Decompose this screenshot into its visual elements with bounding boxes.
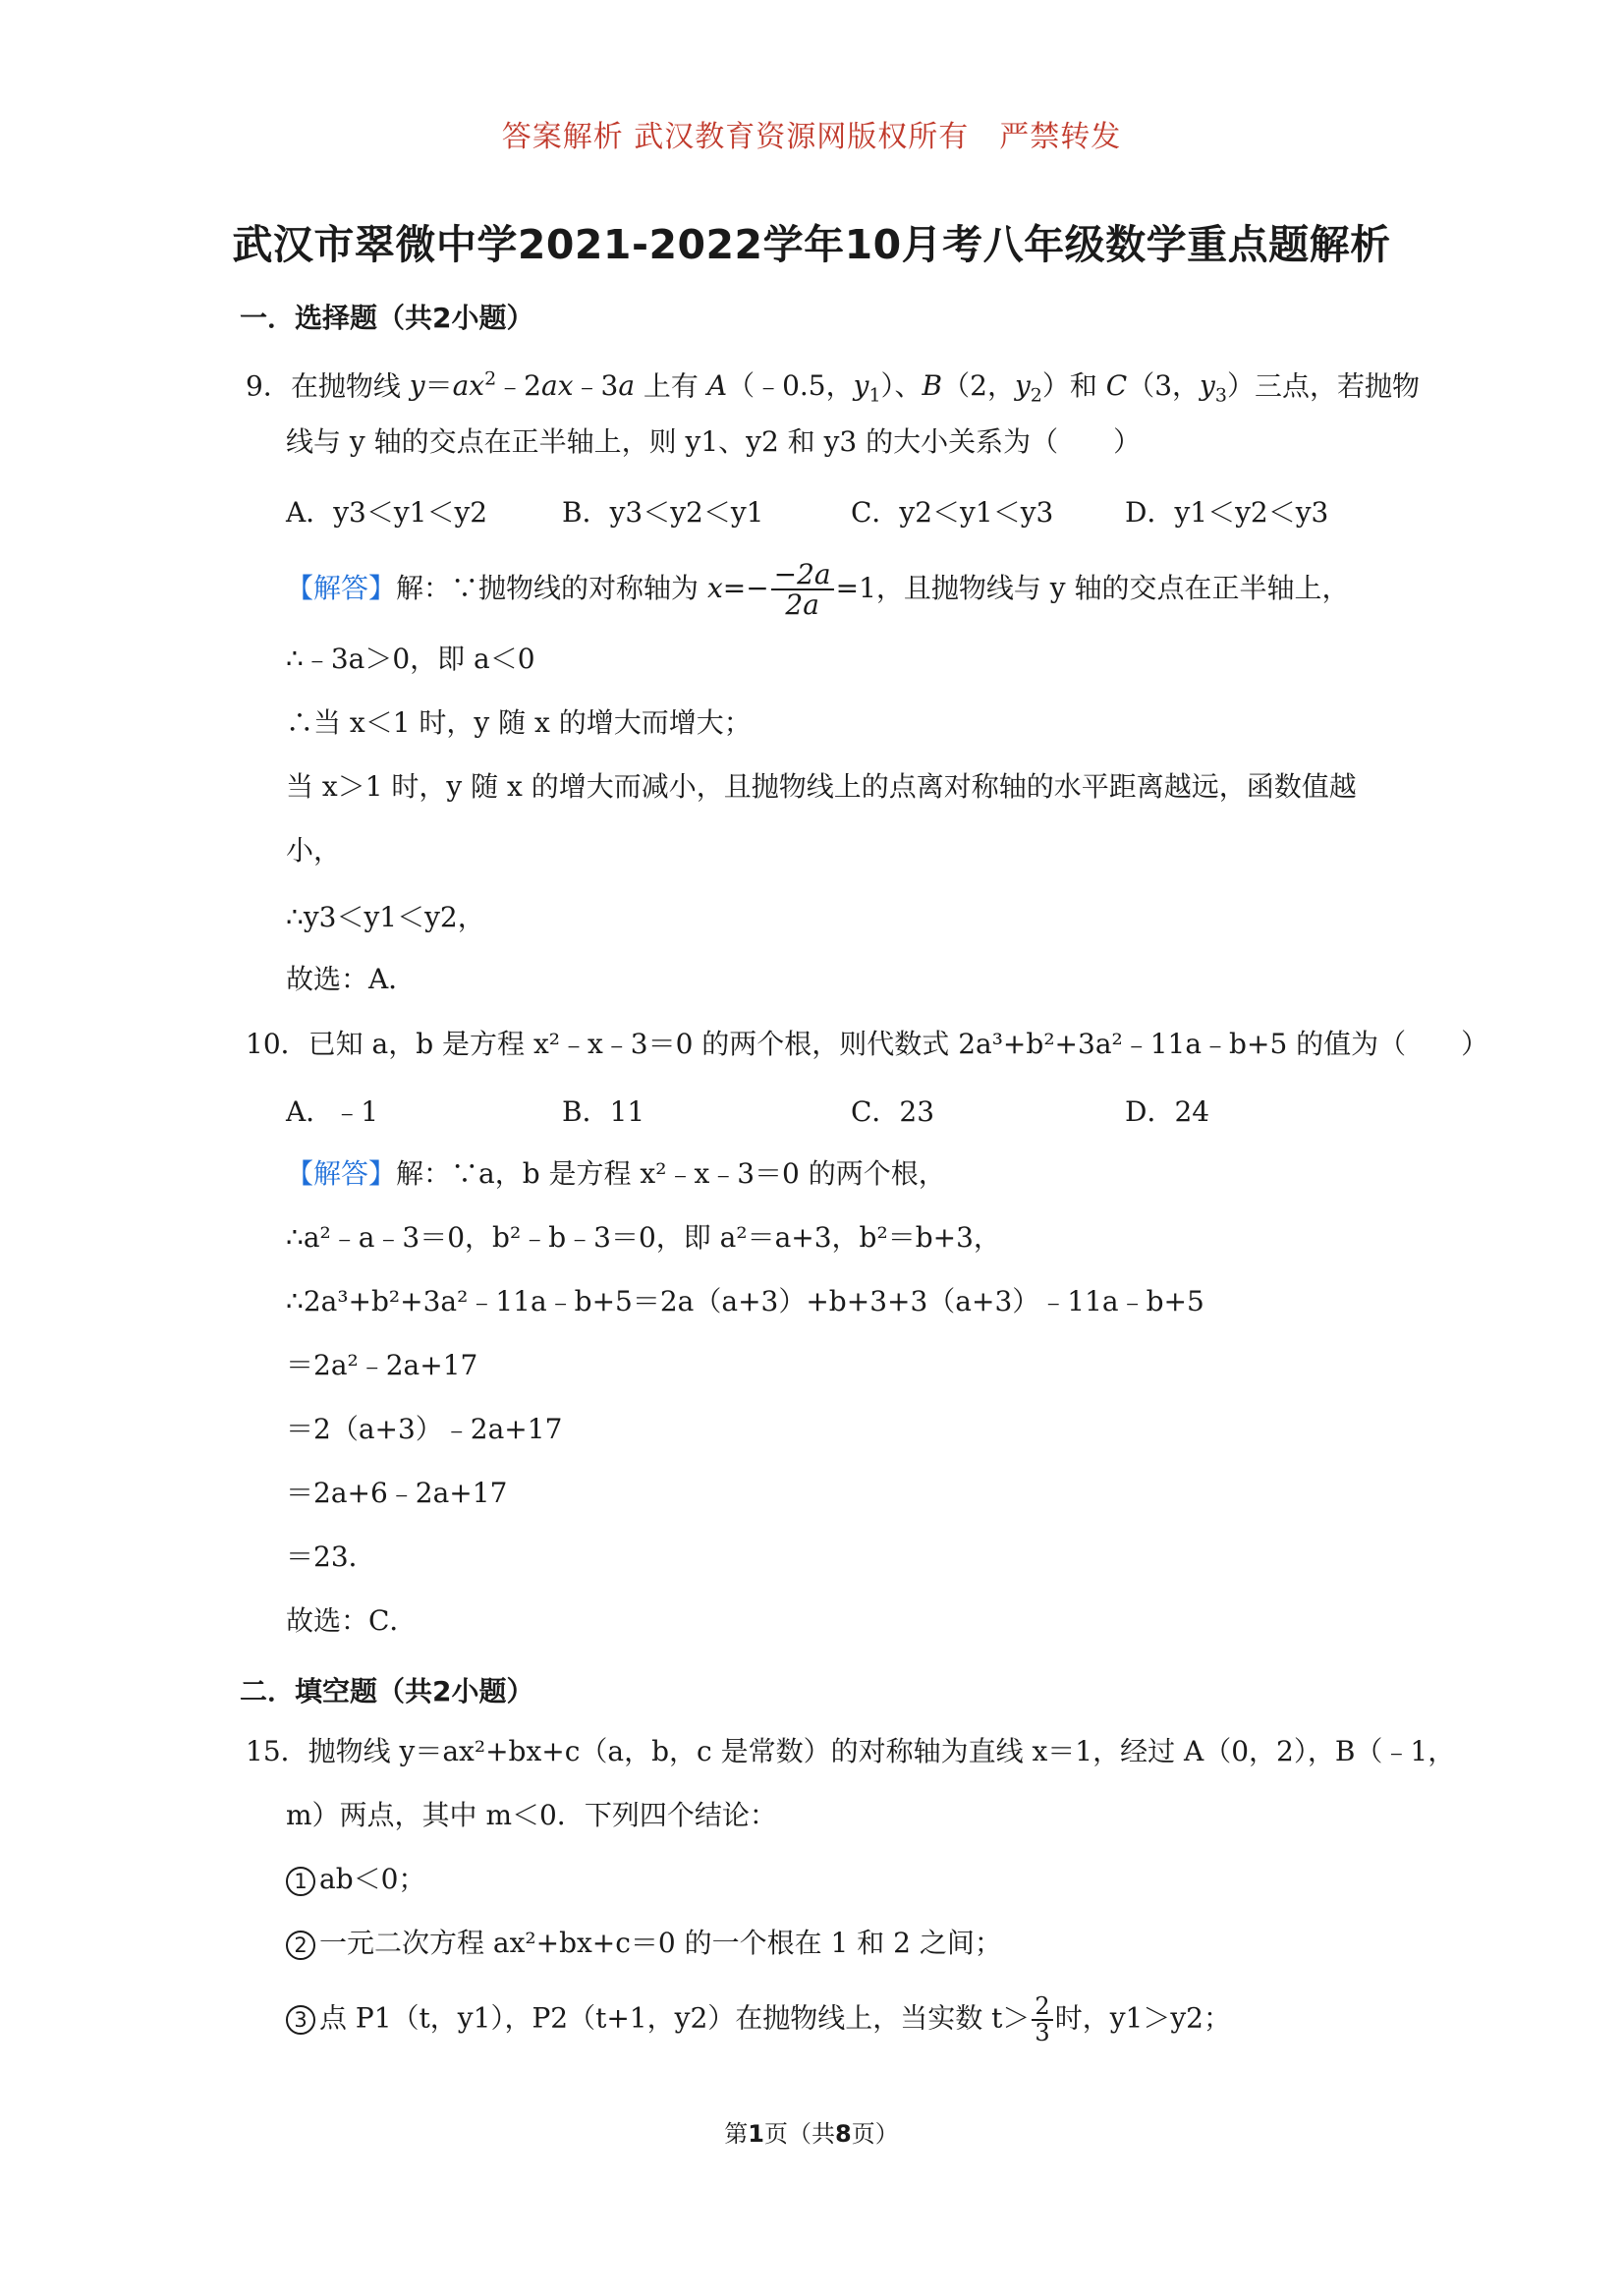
solution-step: ∴y3＜y1＜y2， <box>286 901 485 933</box>
solution-step: ＝2（a+3）﹣2a+17 <box>286 1413 563 1445</box>
solution-step: ∴a²﹣a﹣3＝0，b²﹣b﹣3＝0，即 a²＝a+3，b²＝b+3， <box>286 1221 1001 1254</box>
option-c: C．23 <box>851 1095 935 1128</box>
question-9-stem <box>246 360 1420 416</box>
answer-tag: 【解答】 <box>286 571 397 604</box>
option-a: A．﹣1 <box>286 1095 379 1128</box>
option-d: D．y1＜y2＜y3 <box>1125 496 1329 529</box>
conclusion-2 <box>286 1924 1002 1963</box>
conclusion-1 <box>286 1860 425 1899</box>
conclusion-text: 点 P1（t，y1），P2（t+1，y2）在抛物线上，当实数 t＞ <box>319 2001 1031 2035</box>
solution-text: 解：∵a，b 是方程 x²﹣x﹣3＝0 的两个根， <box>396 1157 946 1190</box>
page-number: 1 <box>748 2120 764 2148</box>
stem-text: 抛物线 y＝ax²+bx+c（a，b，c 是常数）的对称轴为直线 x＝1，经过 A（0，2），B（﹣1， <box>308 1735 1456 1767</box>
solution-text: =1，且抛物线与 y 轴的交点在正半轴上， <box>835 571 1350 604</box>
section-heading-fill: 二．填空题（共2小题） <box>240 1675 534 1708</box>
stem-text: 在抛物线 <box>290 369 401 403</box>
question-15-stem <box>246 1732 1455 1771</box>
solution-step: ∴当 x＜1 时，y 随 x 的增大而增大； <box>286 706 752 739</box>
solution-step: ＝2a+6﹣2a+17 <box>286 1477 508 1509</box>
solution-text: 解：∵抛物线的对称轴为 <box>396 571 700 604</box>
stem-text: 上有 <box>643 369 699 403</box>
conclusion-text: ab＜0； <box>319 1863 426 1895</box>
question-number: 10． <box>246 1028 308 1060</box>
page-total: 8 <box>835 2120 852 2148</box>
stem-text: 三点，若抛物 <box>1254 369 1420 403</box>
circled-number-icon: 2 <box>286 1931 315 1960</box>
answer-choice: 故选：A． <box>286 963 417 995</box>
option-c: C．y2＜y1＜y3 <box>851 496 1054 529</box>
solution-step: 当 x＞1 时，y 随 x 的增大而减小，且抛物线上的点离对称轴的水平距离越远，函数值越 <box>286 770 1357 803</box>
conclusion-text: 一元二次方程 ax²+bx+c＝0 的一个根在 1 和 2 之间； <box>319 1927 1002 1959</box>
option-d: D．24 <box>1125 1095 1210 1128</box>
circled-number-icon: 3 <box>286 2005 315 2035</box>
page-title: 武汉市翠微中学2021-2022学年10月考八年级数学重点题解析 <box>232 221 1391 268</box>
solution-step: ∴﹣3a＞0，即 a＜0 <box>286 643 535 675</box>
answer-choice: 故选：C． <box>286 1604 418 1637</box>
question-10-stem <box>246 1025 1488 1064</box>
conclusion-text: 时，y1＞y2； <box>1054 2001 1231 2035</box>
stem-text: 已知 a，b 是方程 x²﹣x﹣3＝0 的两个根，则代数式 2a³+b²+3a²﹣11a﹣b+5 的值为（ ） <box>308 1028 1489 1060</box>
watermark-header: 答案解析 武汉教育资源网版权所有 严禁转发 <box>501 120 1122 154</box>
option-a: A．y3＜y1＜y2 <box>286 496 488 529</box>
solution-step: 小， <box>286 834 342 867</box>
circled-number-icon: 1 <box>286 1867 315 1896</box>
solution-step: ＝2a²﹣2a+17 <box>286 1349 478 1381</box>
parabola-equation: $y=ax^2﹣2ax﹣3a$ <box>409 368 636 403</box>
question-10-solution-intro <box>286 1154 946 1194</box>
section-heading-choice: 一．选择题（共2小题） <box>240 302 534 334</box>
solution-step: ∴2a³+b²+3a²﹣11a﹣b+5＝2a（a+3）+b+3+3（a+3）﹣11a﹣b+5 <box>286 1285 1204 1317</box>
axis-fraction: $\frac{-2a}{2a}$ <box>771 560 834 620</box>
conclusion-3 <box>286 1994 1231 2045</box>
solution-step: ＝23． <box>286 1540 376 1573</box>
page-footer: 第1页（共8页） <box>724 2120 899 2148</box>
question-number: 15． <box>246 1735 308 1767</box>
threshold-fraction: $\frac{2}{3}$ <box>1032 1994 1052 2045</box>
question-9-solution-intro: 【解答】解：∵抛物线的对称轴为 x=− $\frac{-2a}{2a}$ =1，且抛物线与 y 轴的交点在正半轴上， <box>286 558 1350 622</box>
question-number: 9． <box>246 369 291 403</box>
option-b: B．11 <box>562 1095 645 1128</box>
question-15-stem-line2: m）两点，其中 m＜0．下列四个结论： <box>286 1799 777 1831</box>
option-b: B．y3＜y2＜y1 <box>562 496 764 529</box>
points-list: A（﹣0.5，$y_1$）、B（2，$y_2$）和 C（3，$y_3$） <box>706 369 1255 407</box>
answer-tag: 【解答】 <box>286 1157 397 1190</box>
question-9-stem-line2: 线与 y 轴的交点在正半轴上，则 y1、y2 和 y3 的大小关系为（ ） <box>286 425 1142 458</box>
